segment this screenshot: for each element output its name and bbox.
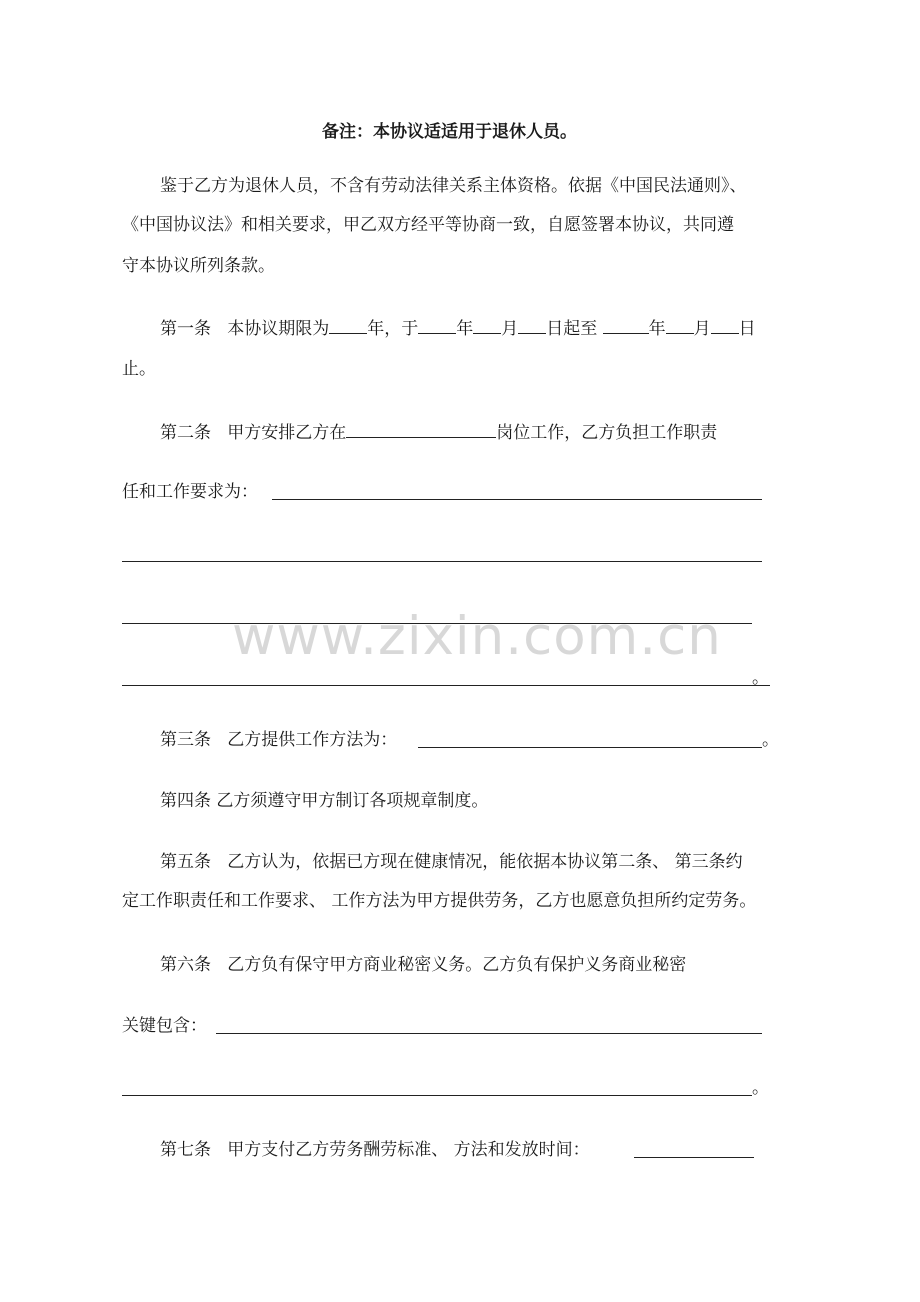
note-title: 备注：本协议适适用于退休人员。 xyxy=(322,122,577,142)
end-day-blank[interactable] xyxy=(711,316,739,334)
article-5 xyxy=(160,851,743,873)
payment-line[interactable] xyxy=(634,1157,754,1158)
article-3-number: 第三条 xyxy=(160,730,211,750)
article-6-period: 。 xyxy=(752,1078,769,1098)
years-blank[interactable] xyxy=(329,316,367,334)
article-2-text: 甲方安排乙方在 xyxy=(227,423,347,443)
article-1 xyxy=(160,316,756,340)
duties-line-4[interactable] xyxy=(122,685,770,686)
secrets-line-1[interactable] xyxy=(216,1033,762,1034)
article-6-secrets-label: 关键包含： xyxy=(122,1016,207,1036)
article-3-period: 。 xyxy=(762,730,779,750)
article-4-text: 乙方须遵守甲方制订各项规章制度。 xyxy=(216,791,489,811)
article-5-line-2: 定工作职责任和工作要求、 工作方法为甲方提供劳务，乙方也愿意负担所约定劳务。 xyxy=(122,891,757,911)
intro-line-3: 守本协议所列条款。 xyxy=(122,256,275,276)
work-method-line[interactable] xyxy=(418,747,762,748)
article-4 xyxy=(160,790,488,812)
article-5-text: 乙方认为，依据已方现在健康情况，能依据本协议第二条、 第三条约 xyxy=(227,852,743,872)
start-day-blank[interactable] xyxy=(518,316,546,334)
duties-line-2[interactable] xyxy=(122,561,762,562)
position-blank[interactable] xyxy=(346,420,496,438)
secrets-line-2[interactable] xyxy=(122,1095,752,1096)
month-label: 月 xyxy=(501,319,519,339)
article-2-number: 第二条 xyxy=(160,423,211,443)
article-6 xyxy=(160,954,686,976)
article-2 xyxy=(160,420,717,444)
month-label: 月 xyxy=(693,319,711,339)
article-7 xyxy=(160,1139,590,1161)
article-4-number: 第四条 xyxy=(160,791,211,811)
article-1-text: 本协议期限为 xyxy=(227,319,330,339)
end-year-blank[interactable] xyxy=(603,316,649,334)
day-label: 日 xyxy=(738,319,756,339)
article-6-text: 乙方负有保守甲方商业秘密义务。乙方负有保护义务商业秘密 xyxy=(227,955,687,975)
duties-line-1[interactable] xyxy=(272,499,762,500)
article-7-number: 第七条 xyxy=(160,1140,211,1160)
intro-line-1: 鉴于乙方为退休人员，不含有劳动法律关系主体资格。依据《中国民法通则》、 xyxy=(160,176,747,196)
article-3-text: 乙方提供工作方法为： xyxy=(227,730,398,750)
article-3 xyxy=(160,729,397,751)
start-year-blank[interactable] xyxy=(418,316,456,334)
article-6-number: 第六条 xyxy=(160,955,211,975)
article-1-end: 止。 xyxy=(122,359,156,379)
article-2-duties-label: 任和工作要求为： xyxy=(122,482,258,502)
year-label: 年 xyxy=(456,319,474,339)
duties-period: 。 xyxy=(752,668,769,688)
article-2-text: 岗位工作，乙方负担工作职责 xyxy=(496,423,718,443)
year-label: 年 xyxy=(648,319,666,339)
article-7-text: 甲方支付乙方劳务酬劳标准、 方法和发放时间： xyxy=(227,1140,590,1160)
intro-line-2: 《中国协议法》和相关要求，甲乙双方经平等协商一致，自愿签署本协议，共同遵 xyxy=(122,215,734,235)
end-month-blank[interactable] xyxy=(666,316,694,334)
start-label: 日起至 xyxy=(546,319,598,339)
article-1-text: 年，于 xyxy=(367,319,419,339)
article-5-number: 第五条 xyxy=(160,852,211,872)
watermark: www.zixin.com.cn xyxy=(232,606,722,667)
start-month-blank[interactable] xyxy=(473,316,501,334)
article-1-number: 第一条 xyxy=(160,319,211,339)
duties-line-3[interactable] xyxy=(122,623,752,624)
